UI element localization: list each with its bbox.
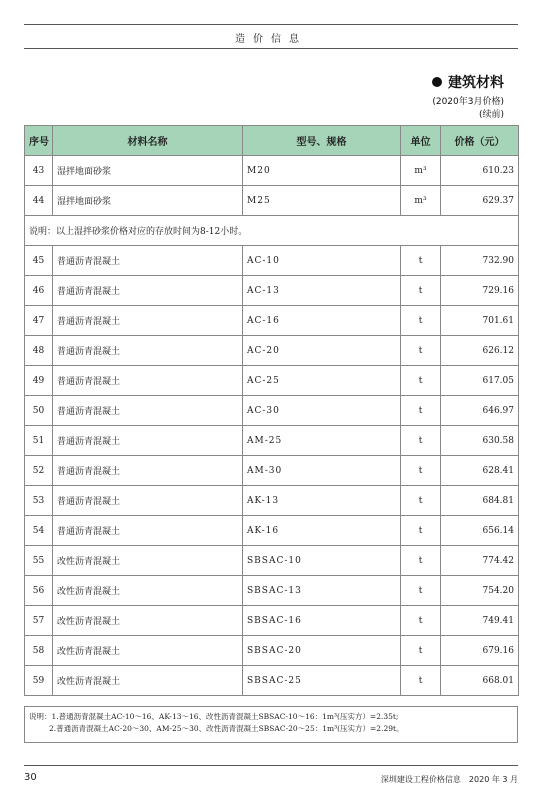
cell-no: 55 (25, 546, 53, 576)
table-row (25, 576, 519, 606)
cell-no: 44 (25, 186, 53, 216)
cell-unit: t (401, 306, 441, 336)
cell-name: 改性沥青混凝土 (53, 576, 243, 606)
cell-price: 684.81 (441, 486, 519, 516)
cell-unit: t (401, 396, 441, 426)
cell-spec: M25 (243, 186, 401, 216)
cell-unit: t (401, 576, 441, 606)
footnote-box (24, 706, 518, 743)
cell-price: 729.16 (441, 276, 519, 306)
cell-no: 54 (25, 516, 53, 546)
cell-name: 改性沥青混凝土 (53, 606, 243, 636)
cell-spec: AK-16 (243, 516, 401, 546)
table-row (25, 276, 519, 306)
table-row (25, 546, 519, 576)
table-row (25, 486, 519, 516)
table-row (25, 666, 519, 696)
footer-rule (24, 765, 518, 766)
cell-price: 656.14 (441, 516, 519, 546)
table-header-row (25, 126, 519, 156)
cell-spec: AC-25 (243, 366, 401, 396)
cell-price: 646.97 (441, 396, 519, 426)
cell-unit: t (401, 276, 441, 306)
cell-name: 普通沥青混凝土 (53, 246, 243, 276)
cell-name: 普通沥青混凝土 (53, 426, 243, 456)
table-row (25, 186, 519, 216)
table-row (25, 156, 519, 186)
cell-no: 52 (25, 456, 53, 486)
bullet-icon (432, 77, 442, 87)
cell-name: 湿拌地面砂浆 (53, 186, 243, 216)
cell-name: 普通沥青混凝土 (53, 456, 243, 486)
price-period: (2020年3月价格) (432, 97, 504, 107)
page-header-title: 造价信息 (235, 34, 307, 45)
col-header-price: 价格（元） (441, 126, 519, 156)
cell-name: 改性沥青混凝土 (53, 666, 243, 696)
cell-price: 626.12 (441, 336, 519, 366)
cell-unit: t (401, 486, 441, 516)
cell-no: 48 (25, 336, 53, 366)
cell-unit: t (401, 516, 441, 546)
cell-price: 630.58 (441, 426, 519, 456)
cell-price: 754.20 (441, 576, 519, 606)
cell-spec: AM-30 (243, 456, 401, 486)
cell-price: 629.37 (441, 186, 519, 216)
footnote-line-2: 2.普通沥青混凝土AC-20～30、AM-25～30、改性沥青混凝土SBSAC-20～25：1m³(压实方）=2.29t。 (49, 724, 404, 733)
cell-unit: t (401, 336, 441, 366)
cell-price: 679.16 (441, 636, 519, 666)
table-row (25, 456, 519, 486)
cell-name: 改性沥青混凝土 (53, 636, 243, 666)
cell-spec: SBSAC-25 (243, 666, 401, 696)
price-table (24, 125, 519, 696)
cell-no: 57 (25, 606, 53, 636)
table-row (25, 606, 519, 636)
note-text: 说明：以上湿拌砂浆价格对应的存放时间为8-12小时。 (25, 216, 519, 246)
cell-unit: m³ (401, 186, 441, 216)
cell-spec: AC-20 (243, 336, 401, 366)
section-heading (432, 72, 504, 92)
note-row (25, 216, 519, 246)
cell-no: 59 (25, 666, 53, 696)
cell-unit: t (401, 606, 441, 636)
cell-name: 普通沥青混凝土 (53, 276, 243, 306)
cell-spec: AC-30 (243, 396, 401, 426)
cell-spec: AC-10 (243, 246, 401, 276)
cell-no: 53 (25, 486, 53, 516)
page-number: 30 (24, 772, 37, 783)
cell-name: 普通沥青混凝土 (53, 486, 243, 516)
table-row (25, 426, 519, 456)
header-rule (24, 48, 518, 49)
cell-spec: AC-16 (243, 306, 401, 336)
top-rule (24, 24, 518, 25)
cell-spec: SBSAC-16 (243, 606, 401, 636)
cell-name: 普通沥青混凝土 (53, 306, 243, 336)
table-row (25, 306, 519, 336)
cell-spec: SBSAC-13 (243, 576, 401, 606)
table-row (25, 396, 519, 426)
cell-no: 45 (25, 246, 53, 276)
cell-price: 628.41 (441, 456, 519, 486)
cell-spec: AC-13 (243, 276, 401, 306)
cell-name: 改性沥青混凝土 (53, 546, 243, 576)
col-header-spec: 型号、规格 (243, 126, 401, 156)
cell-no: 49 (25, 366, 53, 396)
cell-unit: t (401, 636, 441, 666)
footnote-line-1: 说明：1.普通沥青混凝土AC-10～16、AK-13～16、改性沥青混凝土SBSAC-10～16：1m³(压实方）=2.35t; (29, 712, 399, 721)
table-row (25, 516, 519, 546)
cell-name: 湿拌地面砂浆 (53, 156, 243, 186)
cell-price: 668.01 (441, 666, 519, 696)
continued-label: (续前) (478, 110, 504, 120)
cell-unit: t (401, 456, 441, 486)
cell-spec: M20 (243, 156, 401, 186)
cell-price: 701.61 (441, 306, 519, 336)
cell-spec: SBSAC-20 (243, 636, 401, 666)
cell-price: 774.42 (441, 546, 519, 576)
table-row (25, 336, 519, 366)
cell-price: 749.41 (441, 606, 519, 636)
cell-unit: t (401, 366, 441, 396)
cell-no: 47 (25, 306, 53, 336)
cell-name: 普通沥青混凝土 (53, 516, 243, 546)
cell-price: 617.05 (441, 366, 519, 396)
cell-spec: AM-25 (243, 426, 401, 456)
table-row (25, 246, 519, 276)
cell-unit: t (401, 546, 441, 576)
table-row (25, 366, 519, 396)
section-title: 建筑材料 (448, 75, 504, 91)
cell-unit: t (401, 246, 441, 276)
cell-price: 732.90 (441, 246, 519, 276)
cell-no: 43 (25, 156, 53, 186)
cell-unit: m³ (401, 156, 441, 186)
cell-no: 58 (25, 636, 53, 666)
cell-name: 普通沥青混凝土 (53, 336, 243, 366)
col-header-name: 材料名称 (53, 126, 243, 156)
cell-spec: SBSAC-10 (243, 546, 401, 576)
cell-unit: t (401, 426, 441, 456)
cell-name: 普通沥青混凝土 (53, 396, 243, 426)
cell-no: 51 (25, 426, 53, 456)
col-header-unit: 单位 (401, 126, 441, 156)
cell-price: 610.23 (441, 156, 519, 186)
cell-unit: t (401, 666, 441, 696)
cell-name: 普通沥青混凝土 (53, 366, 243, 396)
col-header-no: 序号 (25, 126, 53, 156)
cell-no: 46 (25, 276, 53, 306)
cell-spec: AK-13 (243, 486, 401, 516)
publication-name: 深圳建设工程价格信息 2020 年 3 月 (380, 775, 518, 784)
cell-no: 50 (25, 396, 53, 426)
table-row (25, 636, 519, 666)
cell-no: 56 (25, 576, 53, 606)
